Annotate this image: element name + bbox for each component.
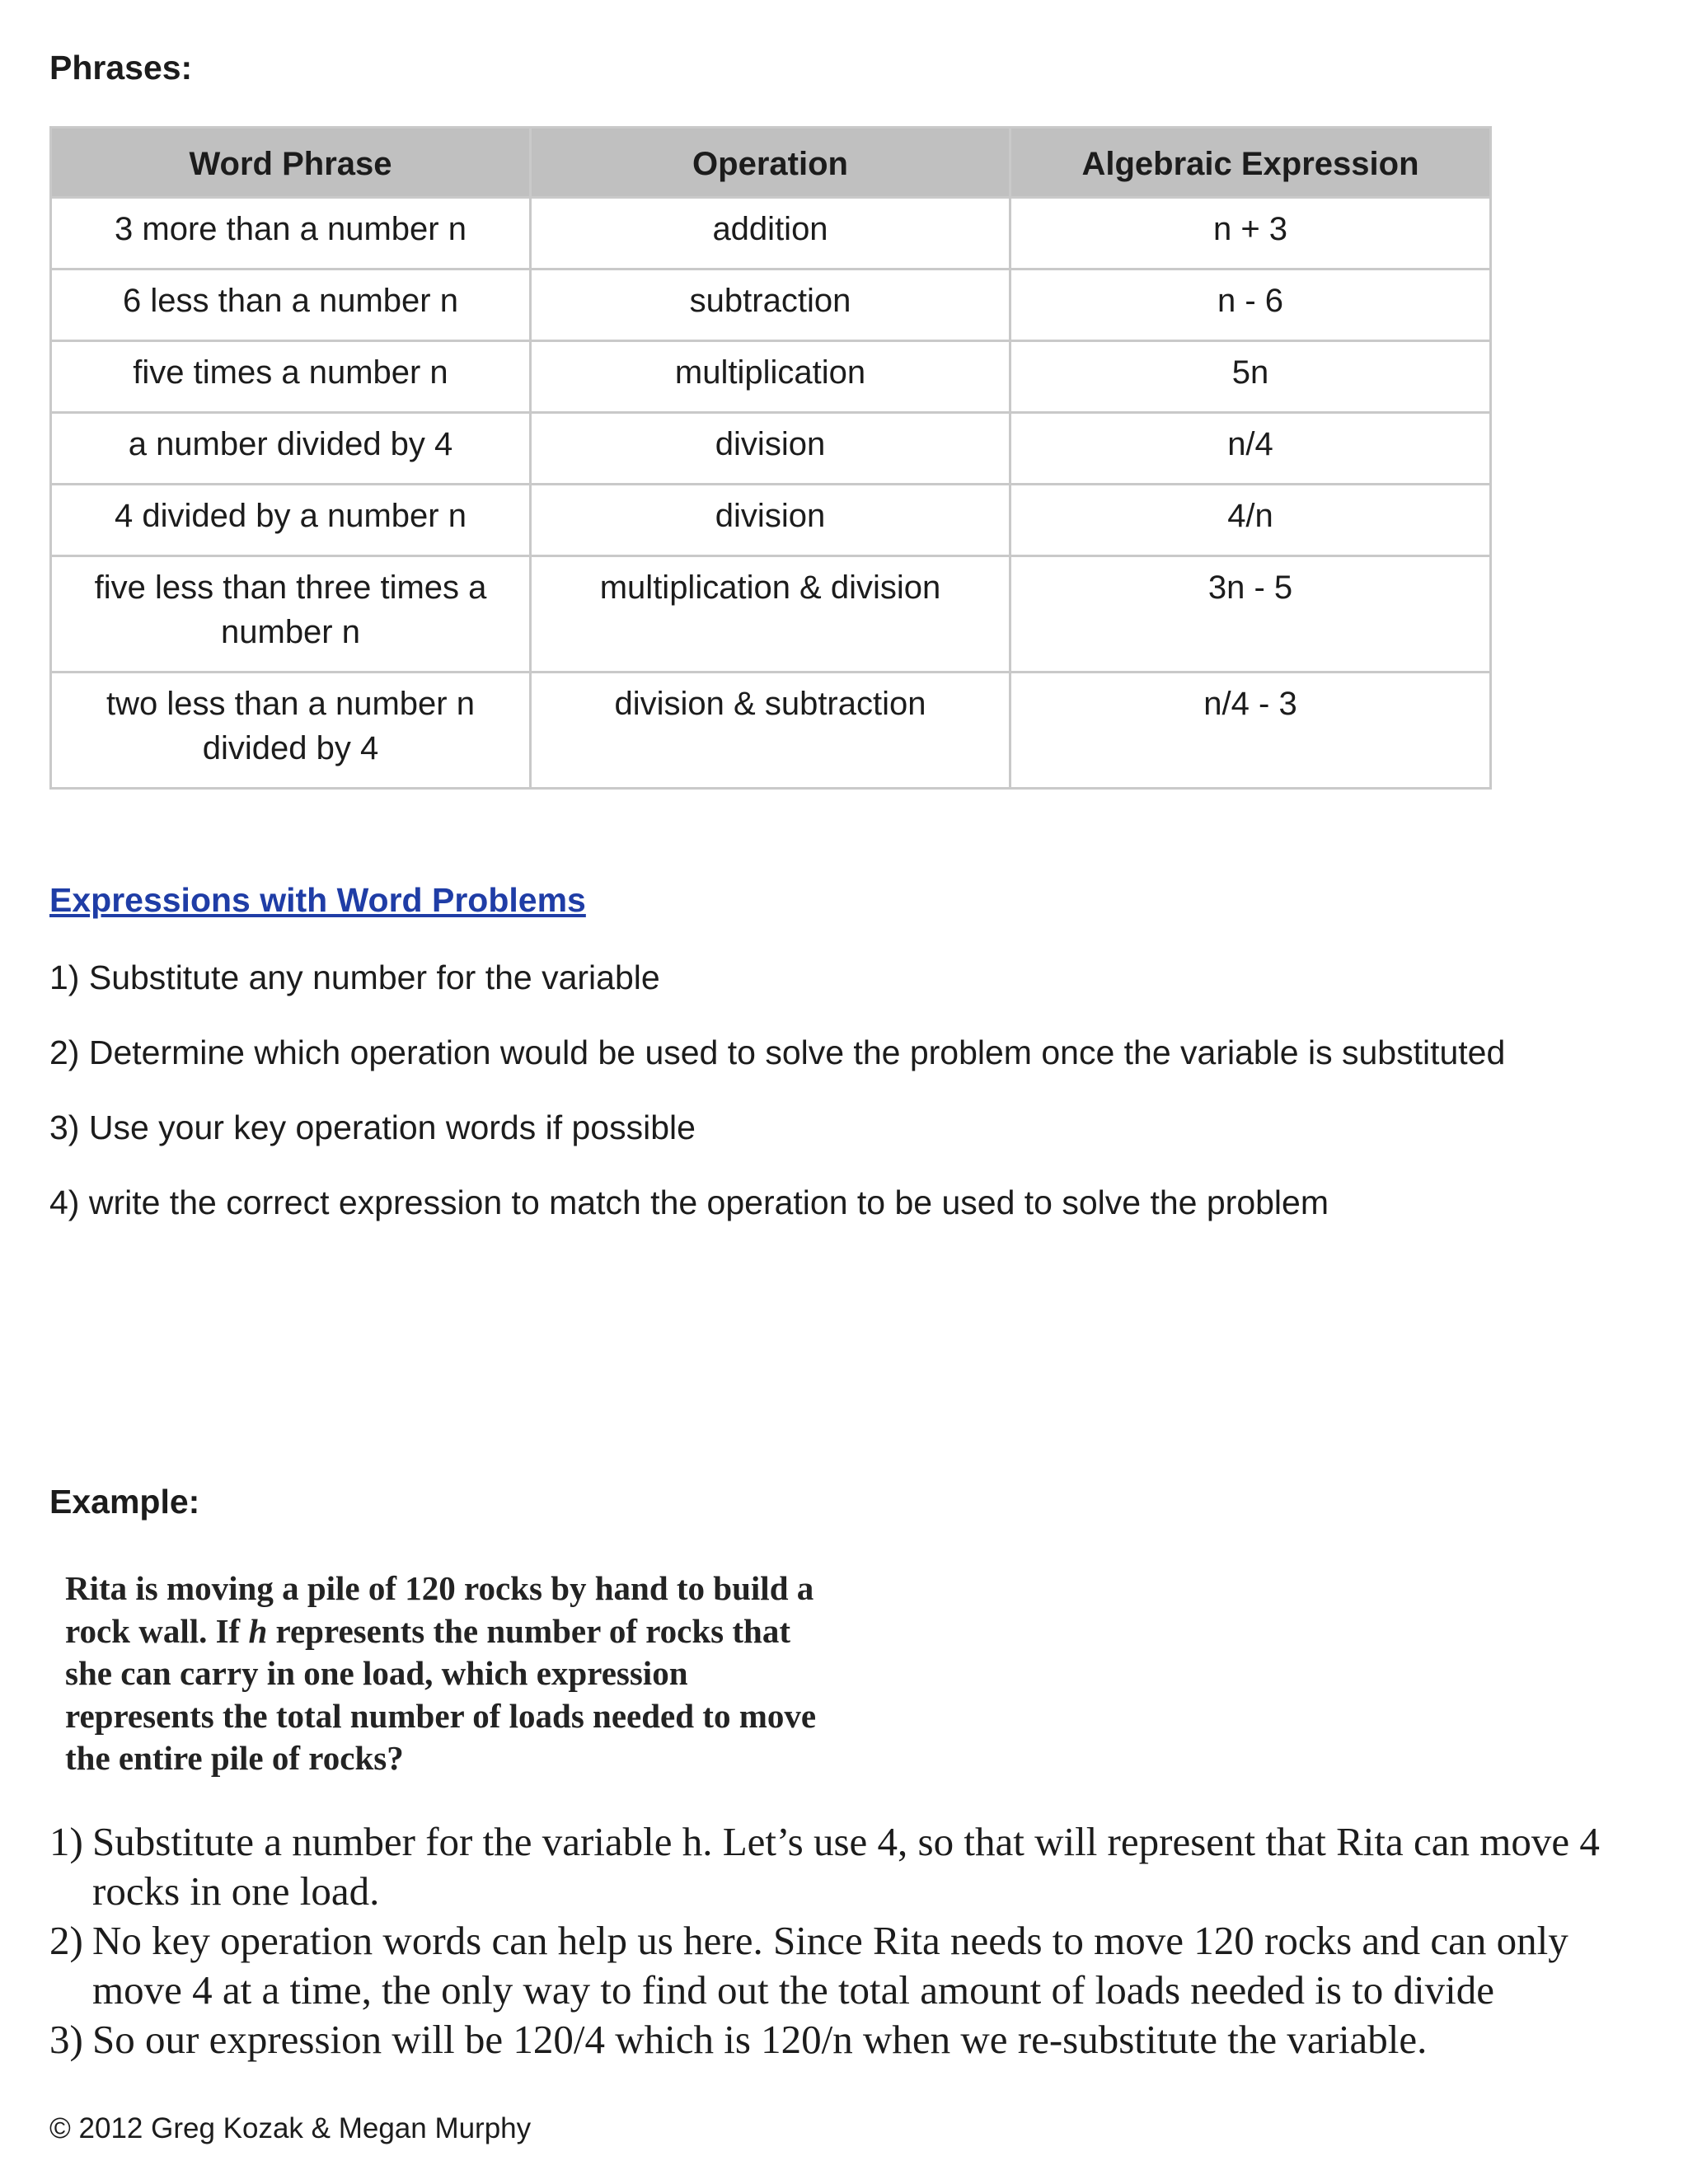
cell-word-phrase: five less than three times a number n (51, 556, 531, 673)
solution-item (49, 1916, 1648, 2015)
solution-text: So our expression will be 120/4 which is 120/n when we re-substitute the variable. (92, 2017, 1428, 2062)
solution-number: 2) (49, 1918, 83, 1963)
problem-text-start: Rita is moving a pile of 120 rocks by hand to build a rock wall. If (65, 1569, 814, 1650)
solution-list (49, 1817, 1648, 2064)
expressions-word-problems-link[interactable]: Expressions with Word Problems (49, 881, 586, 919)
expression-step-2: 2) Determine which operation would be used to solve the problem once the variable is substituted (49, 1033, 1506, 1071)
solution-item (49, 1817, 1648, 1916)
cell-operation: subtraction (531, 269, 1010, 341)
cell-word-phrase: two less than a number n divided by 4 (51, 673, 531, 789)
cell-operation: addition (531, 198, 1010, 269)
cell-operation: multiplication & division (531, 556, 1010, 673)
solution-item (49, 2015, 1648, 2064)
expression-step-4: 4) write the correct expression to match the operation to be used to solve the problem (49, 1183, 1329, 1221)
cell-expression: n/4 - 3 (1010, 673, 1491, 789)
cell-word-phrase: five times a number n (51, 341, 531, 413)
copyright-notice: © 2012 Greg Kozak & Megan Murphy (49, 2112, 532, 2144)
cell-expression: 3n - 5 (1010, 556, 1491, 673)
table-row (51, 485, 1491, 556)
cell-expression: 4/n (1010, 485, 1491, 556)
expression-step-3: 3) Use your key operation words if possible (49, 1108, 696, 1146)
table-row (51, 673, 1491, 789)
cell-word-phrase: 6 less than a number n (51, 269, 531, 341)
cell-expression: 5n (1010, 341, 1491, 413)
cell-word-phrase: 3 more than a number n (51, 198, 531, 269)
table-row (51, 198, 1491, 269)
example-heading: Example: (49, 1483, 200, 1521)
cell-operation: multiplication (531, 341, 1010, 413)
phrases-table (49, 126, 1492, 790)
cell-operation: division & subtraction (531, 673, 1010, 789)
cell-expression: n/4 (1010, 413, 1491, 485)
table-header-row (51, 128, 1491, 198)
example-problem (65, 1568, 832, 1780)
problem-variable: h (248, 1611, 268, 1650)
cell-expression: n + 3 (1010, 198, 1491, 269)
table-row (51, 413, 1491, 485)
cell-operation: division (531, 413, 1010, 485)
solution-number: 1) (49, 1819, 83, 1864)
cell-word-phrase: 4 divided by a number n (51, 485, 531, 556)
cell-operation: division (531, 485, 1010, 556)
header-word-phrase: Word Phrase (51, 128, 531, 198)
cell-word-phrase: a number divided by 4 (51, 413, 531, 485)
expression-step-1: 1) Substitute any number for the variable (49, 958, 660, 996)
cell-expression: n - 6 (1010, 269, 1491, 341)
table-row (51, 341, 1491, 413)
solution-number: 3) (49, 2017, 83, 2062)
header-algebraic-expression: Algebraic Expression (1010, 128, 1491, 198)
phrases-heading: Phrases: (49, 49, 193, 87)
solution-text: No key operation words can help us here. Since Rita needs to move 120 rocks and can only move 4 at a time, the only way to find out the total amount of loads needed is to divide (92, 1918, 1568, 2013)
table-row (51, 269, 1491, 341)
solution-text: Substitute a number for the variable h. Let’s use 4, so that will represent that Rita can move 4 rocks in one load. (92, 1819, 1600, 1914)
table-row (51, 556, 1491, 673)
header-operation: Operation (531, 128, 1010, 198)
problem-text-end: represents the number of rocks that she can carry in one load, which expression represents the total number of loads needed to move the entire pile of rocks? (65, 1611, 817, 1777)
